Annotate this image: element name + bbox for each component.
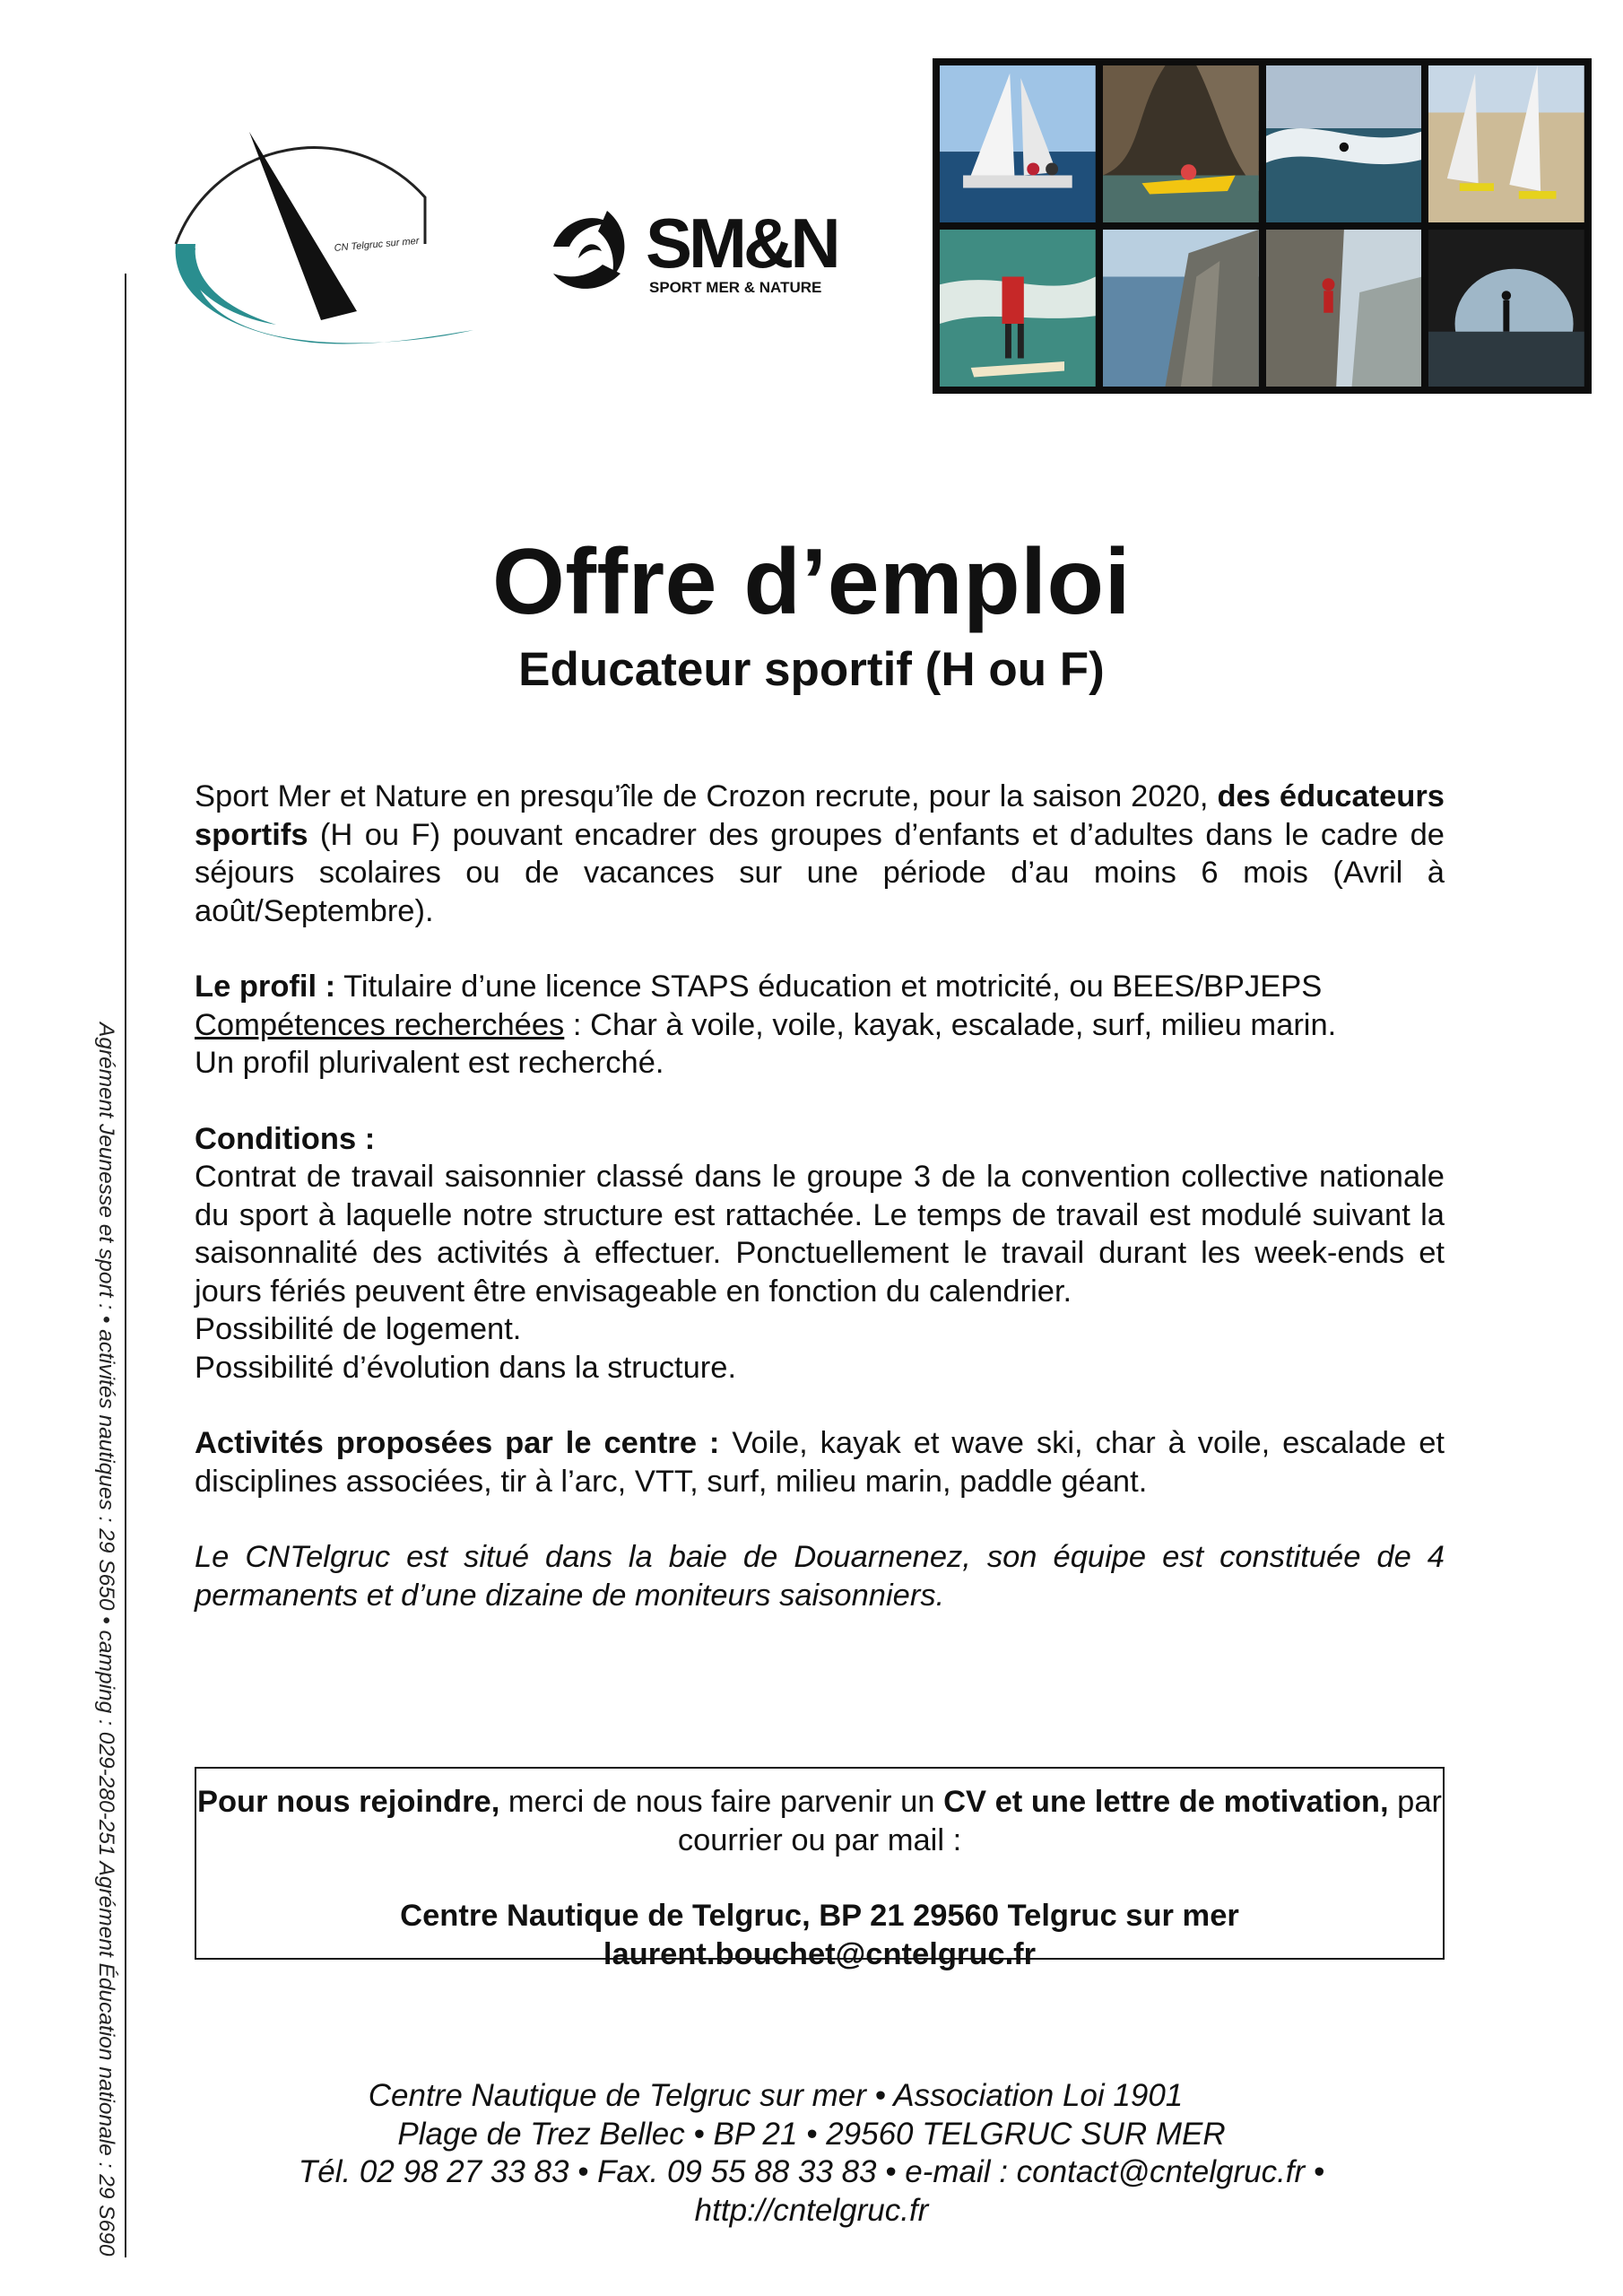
- smn-logo-sub: SPORT MER & NATURE: [649, 279, 822, 296]
- contact-text-1: merci de nous faire parvenir un: [499, 1785, 944, 1819]
- contact-address: [196, 1897, 1443, 1935]
- job-description: [195, 778, 1445, 1614]
- contact-email[interactable]: [196, 1935, 1443, 1974]
- contact-bold-1: Pour nous rejoindre,: [196, 1785, 500, 1819]
- page-title: Offre d’emploi: [492, 530, 1131, 634]
- footer-line-2: Plage de Trez Bellec • BP 21 • 29560 TELGRUC SUR MER: [397, 2116, 1226, 2152]
- side-agrement-text: Agrément Jeunesse et sport : • activités nautiques : 29 S650 • camping : 029-280-251 Agrément Éducation nationale : 29 S690: [94, 1022, 118, 2257]
- photo-kayak-cave: [1103, 65, 1259, 222]
- cn-telgruc-logo: [169, 127, 482, 365]
- profil-label: Le profil :: [195, 970, 336, 1004]
- smn-logo: [549, 188, 854, 314]
- intro-paragraph: [195, 778, 1445, 930]
- contact-text-2: par courrier ou par mail :: [677, 1785, 1443, 1857]
- activity-photo-grid: [933, 58, 1592, 394]
- page-footer: [0, 2077, 1623, 2230]
- contact-address-text: Centre Nautique de Telgruc, BP 21 29560 Telgruc sur mer: [400, 1899, 1239, 1933]
- photo-surf-wave: [1266, 65, 1422, 222]
- photo-rock-climber: [1266, 230, 1422, 387]
- italic-note: Le CNTelgruc est situé dans la baie de Douarnenez, son équipe est constituée de 4 permanents et d’une dizaine de moniteurs saisonniers.: [195, 1540, 1445, 1613]
- contact-email-link[interactable]: laurent.bouchet@cntelgruc.fr: [603, 1936, 1037, 1971]
- footer-line-1: Centre Nautique de Telgruc sur mer • Association Loi 1901: [368, 2078, 1184, 2113]
- competences-line: [195, 1006, 1445, 1045]
- smn-swirl-icon: [553, 211, 624, 289]
- intro-text-2: (H ou F) pouvant encadrer des groupes d’enfants et d’adultes dans le cadre de séjours scolaires ou de vacances sur une période d’au moins 6 mois (Avril à août/Septembre).: [195, 817, 1445, 928]
- intro-text-1: Sport Mer et Nature en presqu’île de Crozon recrute, pour la saison 2020,: [195, 779, 1218, 813]
- page-subtitle: Educateur sportif (H ou F): [518, 643, 1105, 696]
- cn-logo-text: CN Telgruc sur mer: [334, 235, 420, 254]
- contact-box: [195, 1767, 1445, 1971]
- profil-plurivalent: Un profil plurivalent est recherché.: [195, 1046, 664, 1080]
- footer-line-3: Tél. 02 98 27 33 83 • Fax. 09 55 88 33 83 • e-mail : contact@cntelgruc.fr •: [298, 2154, 1325, 2189]
- profil-line: [195, 968, 1445, 1006]
- activites-paragraph: [195, 1424, 1445, 1500]
- activites-label: Activités proposées par le centre :: [195, 1426, 720, 1460]
- photo-cliff-climbing: [1103, 230, 1259, 387]
- contact-bold-2: CV et une lettre de motivation,: [943, 1785, 1389, 1819]
- conditions-text: Contrat de travail saisonnier classé dans le groupe 3 de la convention collective nationale du sport à laquelle notre structure est rattachée. Le temps de travail est modulé suivant la saisonnalité des activités à effectuer. Ponctuellement le travail durant les week-ends et jours fériés peuvent être envisageable en fonction du calendrier.: [195, 1160, 1445, 1309]
- photo-catamaran: [940, 65, 1096, 222]
- activites-text: Voile, kayak et wave ski, char à voile, escalade et disciplines associées, tir à l’arc, VTT, surf, milieu marin, paddle géant.: [195, 1426, 1445, 1499]
- competences-label: Compétences recherchées: [195, 1007, 565, 1042]
- photo-surfer: [940, 230, 1096, 387]
- competences-text: : Char à voile, voile, kayak, escalade, surf, milieu marin.: [564, 1007, 1337, 1042]
- conditions-label: Conditions :: [195, 1121, 376, 1156]
- conditions-heading: [195, 1120, 1445, 1159]
- profil-text: Titulaire d’une licence STAPS éducation et motricité, ou BEES/BPJEPS: [335, 970, 1323, 1004]
- photo-sea-cave: [1428, 230, 1584, 387]
- conditions-evolution: Possibilité d’évolution dans la structure.: [195, 1350, 737, 1385]
- intro-bold: des éducateurs sportifs: [195, 779, 1445, 852]
- smn-logo-main: SM&N: [646, 204, 838, 283]
- contact-intro: [196, 1783, 1443, 1859]
- footer-website[interactable]: http://cntelgruc.fr: [694, 2192, 929, 2228]
- photo-sand-yachts: [1428, 65, 1584, 222]
- conditions-logement: Possibilité de logement.: [195, 1312, 522, 1346]
